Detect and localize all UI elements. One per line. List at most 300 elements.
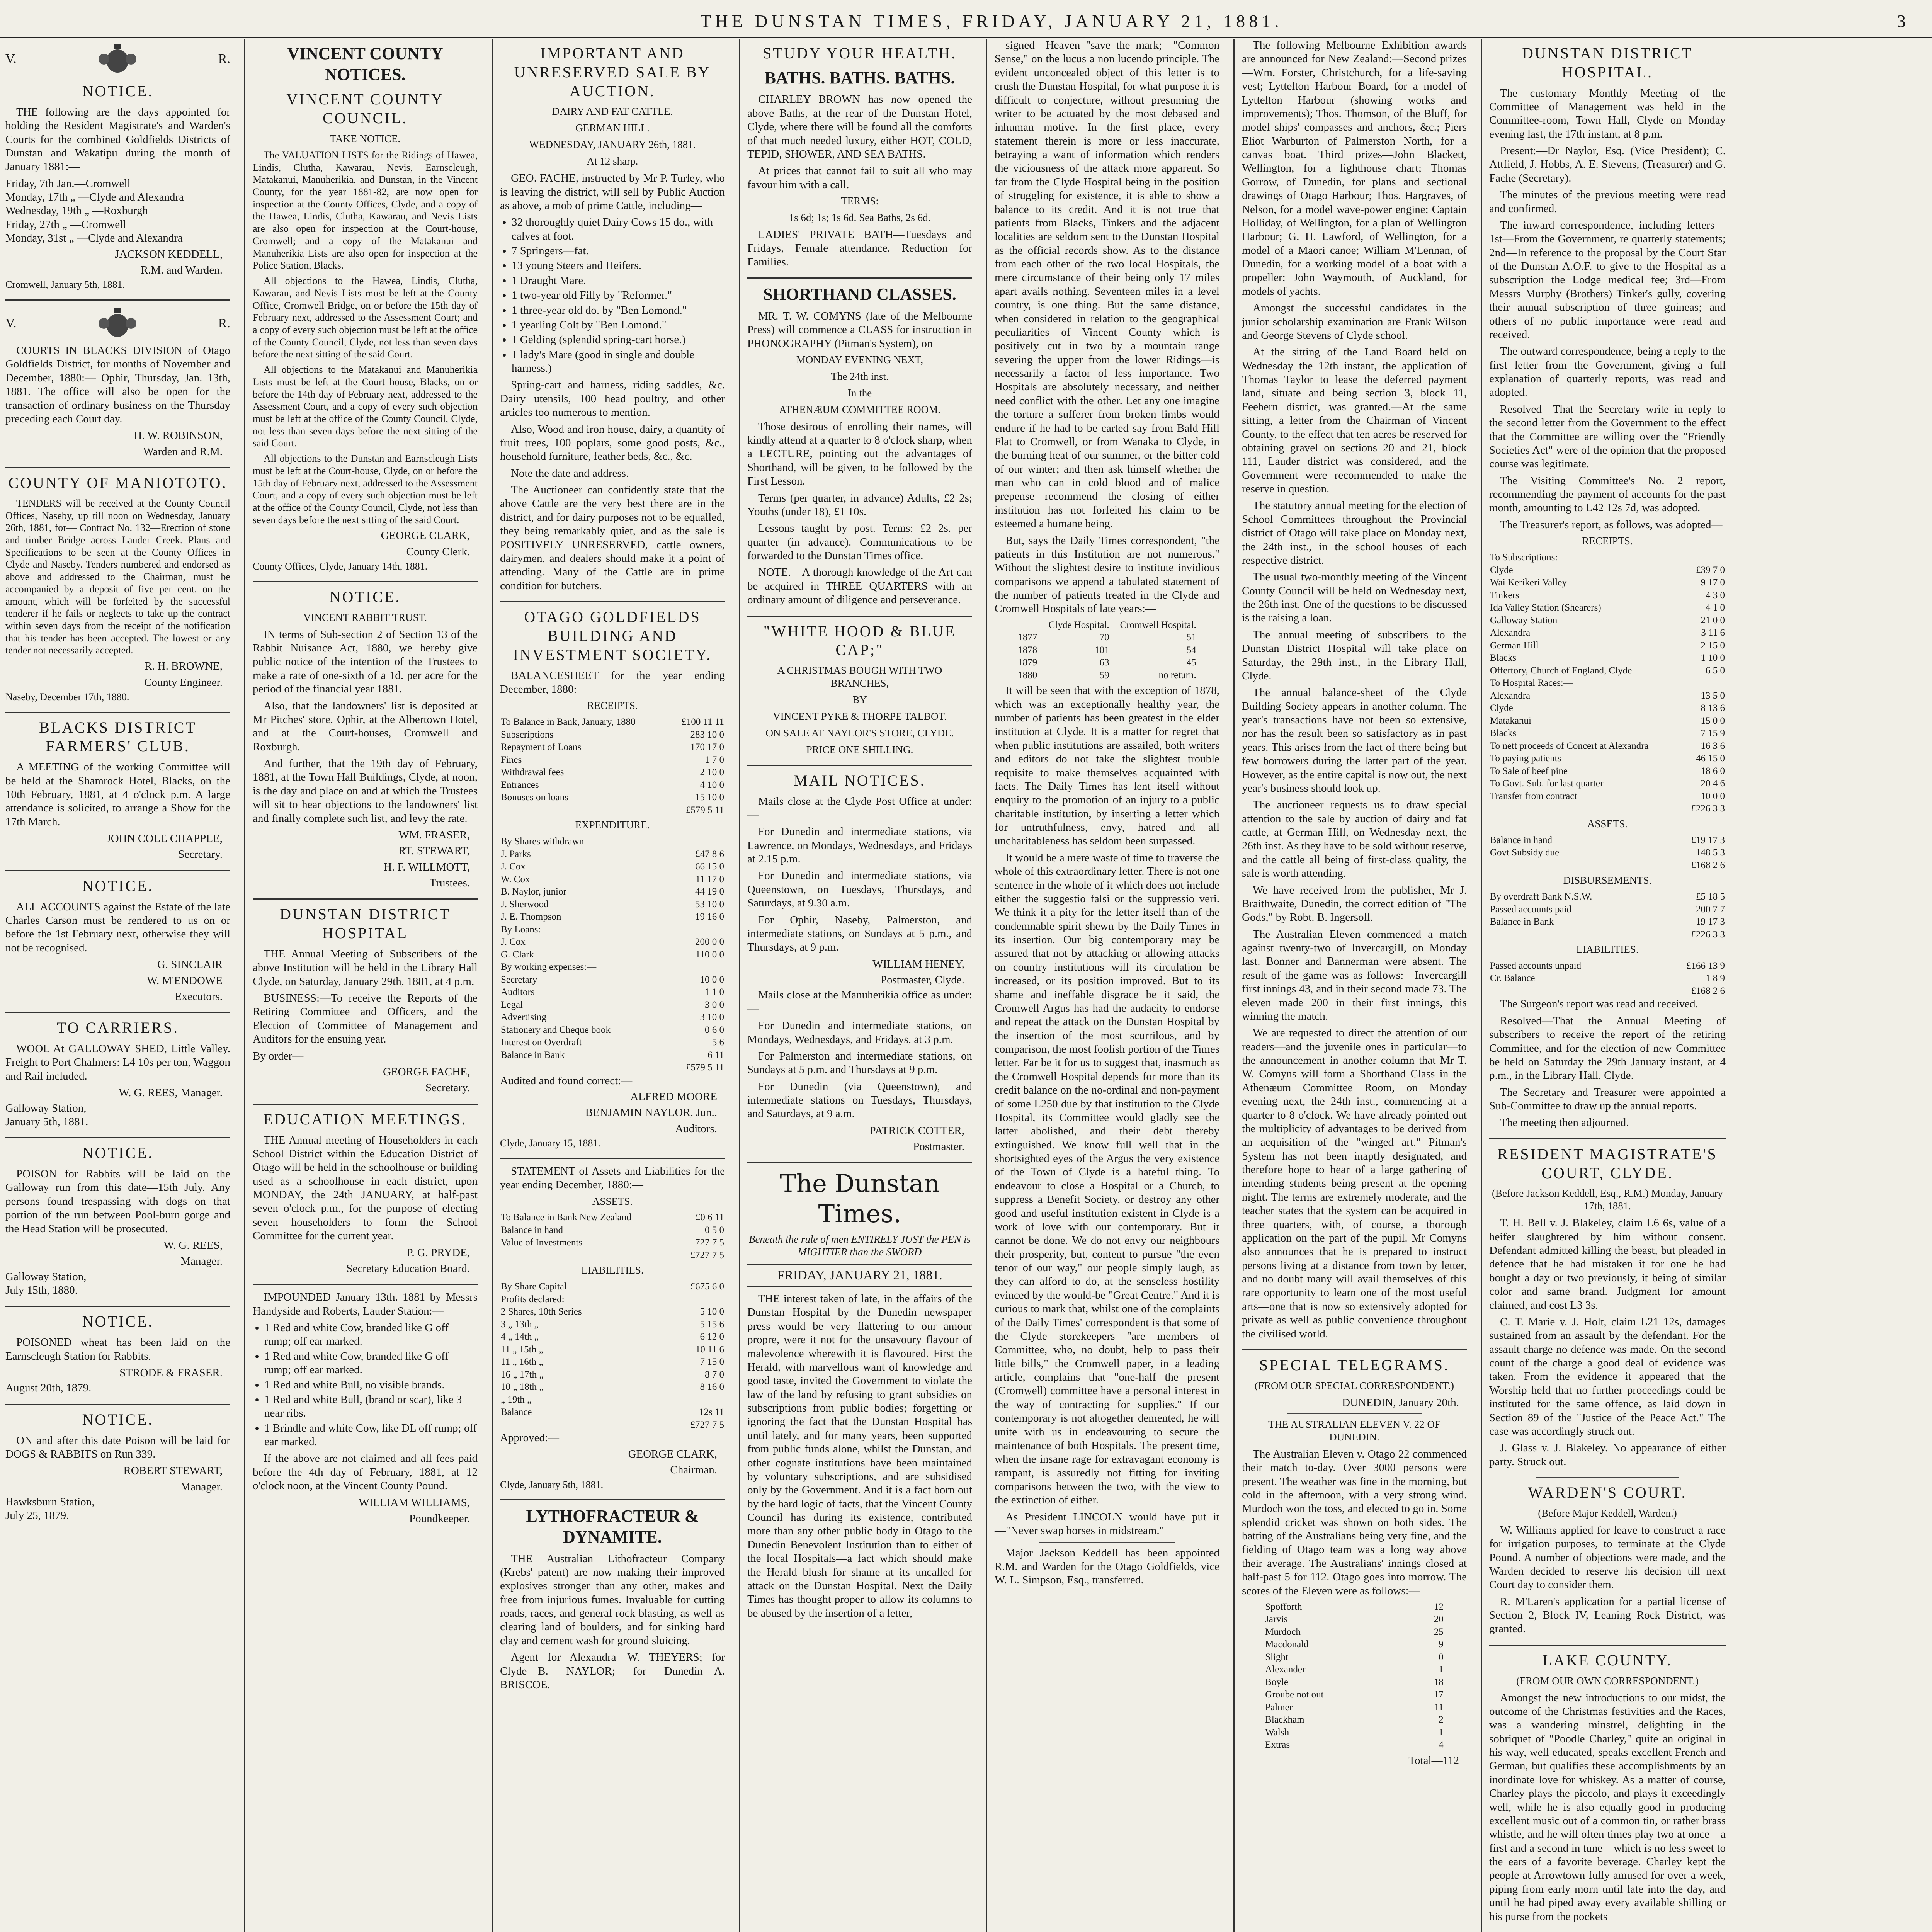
signature-title: Secretary Education Board.	[346, 1262, 470, 1275]
assets-table	[500, 1211, 725, 1262]
telegram-heading: THE AUSTRALIAN ELEVEN V. 22 OF DUNEDIN.	[1268, 1418, 1440, 1443]
signature-title: Warden and R.M.	[143, 445, 223, 458]
table-cell: 6 12 0	[700, 1332, 724, 1342]
signature: W. M'ENDOWE	[147, 974, 223, 987]
table-row	[500, 1331, 725, 1344]
table-row	[1264, 1726, 1444, 1739]
table-header-cell: Clyde Hospital.	[1048, 619, 1109, 630]
table-row	[500, 1406, 725, 1419]
table-cell: Jarvis	[1265, 1614, 1288, 1625]
table-cell: 3 11 6	[1701, 628, 1725, 638]
table-cell: Cr. Balance	[1490, 973, 1535, 984]
section-heading: LAKE COUNTY.	[1542, 1651, 1673, 1669]
table-row	[1489, 602, 1726, 614]
advert-paragraph: CHARLEY BROWN has now opened the above Baths, at the rear of the Dunstan Hotel, Clyde, where there will be found all the comforts of that much needed luxury, either HOT, COLD, TEPID, SHOWER, AND SEA BATHS.	[747, 93, 972, 160]
table-cell: 6 5 0	[1706, 665, 1725, 676]
table-cell: To Govt. Sub. for last quarter	[1490, 778, 1604, 789]
table-row	[1489, 551, 1726, 564]
table-cell: Murdoch	[1265, 1626, 1301, 1637]
notice-paragraph: For Dunedin and intermediate stations, via Queenstown, on Tuesdays, Thursdays, and Saturdays, at 9.30 a.m.	[747, 869, 972, 910]
table-row	[500, 999, 725, 1012]
table-row	[1489, 752, 1726, 765]
table-cell: To paying patients	[1490, 753, 1561, 764]
table-cell: 1878	[1018, 645, 1037, 655]
table-row	[1017, 669, 1197, 682]
notice-heading: VINCENT COUNTY COUNCIL.	[286, 90, 444, 127]
advert-lithofracteur	[500, 1506, 725, 1692]
report-paragraph: The meeting then adjourned.	[1500, 1116, 1629, 1129]
news-paragraph: Amongst the successful candidates in the junior scholarship examination are Frank Wilson and George Stevens of Clyde school.	[1242, 302, 1467, 342]
court-date: Friday, 7th Jan.—Cromwell	[5, 177, 131, 190]
table-row	[1264, 1714, 1444, 1726]
table-cell: Boyle	[1265, 1677, 1288, 1687]
table-header-cell	[1017, 619, 1040, 632]
table-cell: By Share Capital	[501, 1281, 567, 1292]
table-row	[500, 986, 725, 999]
table-row	[500, 961, 725, 974]
notice-hospital-meeting	[253, 905, 478, 1095]
table-row	[500, 766, 725, 779]
notice-date: Cromwell, January 5th, 1881.	[5, 279, 125, 291]
editorial-paragraph: signed—Heaven "save the mark;—"Common Sense," on the lucus a non lucendo principle. The evident unconcealed object of this letter is to crush the Dunstan Hospital, for what purpose it is difficult to conjecture, without presuming the writer to be actuated by the most debased and inhuman motive. In the first place, every statement therein is more or less inaccurate, betraying a want of information which renders the viciousness of the attack more apparent. So far from the Clyde Hospital being in the position of struggling for existence, it is able to show a balance to its credit. And it is not true that patients from Blacks, Tinkers and the adjacent localities are seldom sent to the Dunstan Hospital as the official records show. As to the distance from each other of the two local Hospitals, the mere circumstance of their being only 17 miles apart avails nothing. Seventeen miles in a level country, is one thing. But the same distance, when considered in relation to the geographical peculiarities of Vincent County—which is positively cut in two by a mountain range severing the upper from the lower Ridings—is necessarily a factor of less importance. Two Hospitals are absolutely necessary, and neither need conflict with the other. Let any one imagine the torture a sufferer from broken limbs would endure if he had to be carted say from Bald Hill Flat to Cromwell, or from Wanaka to Clyde, in the burning heat of our summer, or the bitter cold of our winter; and then ask himself whether the man who can in cold blood and of malice prepense recommend the closing of either institution has not forfeited his claim to be esteemed a humane being.	[995, 39, 1219, 530]
advert-paragraph: The Auctioneer can confidently state that the above Cattle are the very best there are in the district, and for dairy purposes not to be equalled, they being remarkably quiet, and as the sale is POSITIVELY UNRESERVED, cattle owners, dairymen, and dealers should make it a point of attending. Many of the Cattle are in prime condition for butchers.	[500, 484, 725, 592]
table-cell: J. Parks	[501, 849, 531, 859]
table-cell: By working expenses:—	[501, 962, 597, 973]
notice-paragraph: THE Annual meeting of Householders in each School District within the Education District of Otago will be held in the schoolhouse or building used as a schoolhouse in each district, upon MONDAY, the 24th JANUARY, at half-past seven o'clock p.m., for the purpose of electing seven householders to form the School Committee for the current year.	[253, 1134, 478, 1242]
notice-paragraph: All objections to the Hawea, Lindis, Clutha, Kawarau, and Nevis Lists must be left at the County Office, Cromwell Bridge, on or before the 15th day of February next, addressed to the Assessment Court; and a copy of every such objection must be left at the office of the County Council, Clyde, not less than seven days before the next sitting of the said Court.	[253, 275, 478, 360]
telegram-dateline: DUNEDIN, January 20th.	[1342, 1396, 1459, 1409]
list-item: • 1 two-year old Filly by "Reformer."	[512, 289, 725, 302]
table-cell: 66 15 0	[695, 861, 724, 872]
column-rule	[739, 39, 740, 1932]
table-cell: 1 8 9	[1706, 973, 1725, 984]
table-row	[500, 804, 725, 817]
list-item: • 1 Red and white Cow, branded like G off rump; off ear marked.	[264, 1321, 478, 1349]
table-cell: 8 16 0	[700, 1382, 724, 1393]
table-cell: J. Sherwood	[501, 899, 549, 910]
table-cell: 12	[1434, 1601, 1444, 1612]
table-cell: Stationery and Cheque book	[501, 1024, 611, 1035]
editorial-paragraph: THE interest taken of late, in the affairs of the Dunstan Hospital by the Dunedin newspaper press would be very flattering to our amour propre, were it not for the unsavoury flavour of malevolence wherewith it is flavoured. First the Herald, with marvellous want of knowledge and good taste, invited the Government to violate the law of the land by refusing to grant subsidies on subscriptions from public bodies; forgetting or ignoring the fact that the Dunstan Hospital has until lately, and for many years, been supported from public funds alone, whilst the Dunstan, and other cognate institutions have been maintained by voluntary subscriptions, and are subsidised only by the Government. And it is a fact born out by the hard logic of facts, that the Vincent County Council has during its existence, contributed more than any other public body in Otago to the Dunedin Benevolent Institution than to either of the local Hospitals—a fact which should make the Herald blush for shame at its uncalled for attack on the Dunstan Hospital. Next the Daily Times has thought proper to allow its columns to be abused by the insertion of a letter,	[747, 1293, 972, 1619]
signature-place: Galloway Station,	[5, 1102, 87, 1114]
table-cell: £727 7 5	[690, 1419, 724, 1430]
table-cell: 4 1 0	[1706, 602, 1725, 613]
table-cell: Offertory, Church of England, Clyde	[1490, 665, 1632, 676]
column-rule	[1481, 39, 1482, 1932]
list-item: • 1 Red and white Cow, branded like G off rump; off ear marked.	[264, 1350, 478, 1377]
table-cell: 20	[1434, 1614, 1444, 1625]
report-paragraph: The outward correspondence, being a reply to the first letter from the Government, giving a full explanation of quarterly reports, was read and adopted.	[1489, 345, 1726, 399]
table-cell: To Hospital Races:—	[1490, 678, 1573, 689]
signature-place: Galloway Station,	[5, 1270, 87, 1283]
advert-paragraph: Terms (per quarter, in advance) Adults, £2 2s; Youths (under 18), £1 10s.	[747, 492, 972, 518]
advert-subheading: PRICE ONE SHILLING.	[806, 743, 913, 755]
notice-paragraph: If the above are not claimed and all fees paid before the 4th day of February, 1881, at 12 o'clock noon, at the Vincent County Pound.	[253, 1452, 478, 1492]
advert-heading: BATHS. BATHS. BATHS.	[764, 68, 955, 87]
table-cell: 2	[1439, 1714, 1444, 1725]
table-row	[1489, 589, 1726, 602]
table-cell: £579 5 11	[685, 1062, 724, 1073]
table-row	[1264, 1613, 1444, 1626]
table-cell: 19 17 3	[1696, 917, 1725, 927]
approved-line: Approved:—	[500, 1432, 560, 1444]
table-row	[1489, 577, 1726, 589]
notice-text: WOOL At GALLOWAY SHED, Little Valley. Freight to Port Chalmers: L4 10s per ton, Waggon and Rail included.	[5, 1043, 230, 1082]
table-row	[1489, 929, 1726, 941]
notice-heading: TO CARRIERS.	[56, 1019, 179, 1037]
table-cell: 4 10 0	[700, 779, 724, 790]
column-rule	[492, 39, 493, 1932]
advert-paragraph: MR. T. W. COMYNS (late of the Melbourne Press) will commence a CLASS for instruction in PHONOGRAPHY (Pitman's System), on	[747, 310, 972, 350]
table-cell	[658, 1394, 725, 1406]
receipts-table	[500, 716, 725, 816]
table-cell: 16 3 6	[1701, 740, 1725, 751]
notice-heading: DUNSTAN DISTRICT HOSPITAL	[280, 905, 451, 942]
columns	[0, 39, 1932, 1932]
signature-title: Chairman.	[670, 1464, 717, 1476]
table-cell: 1880	[1018, 670, 1037, 680]
column-3	[495, 39, 730, 1932]
advert-subheading: WEDNESDAY, JANUARY 26th, 1881.	[529, 139, 696, 151]
table-cell: £166 13 9	[1686, 960, 1725, 971]
advert-subheading: At 12 sharp.	[587, 155, 638, 167]
advert-heading: IMPORTANT AND UNRESERVED SALE BY AUCTION.	[514, 44, 711, 100]
notice-paragraph: Also, that the landowners' list is deposited at Mr Pitches' store, Ophir, at the Albertown Hotel, and at the Court-houses, Cromwell and Roxburgh.	[253, 699, 478, 753]
advert-paragraph: At prices that cannot fail to suit all who may favour him with a call.	[747, 165, 972, 191]
notice-paragraph: By order—	[253, 1049, 304, 1062]
table-cell: £19 17 3	[1691, 835, 1725, 845]
table-cell: To Subscriptions:—	[1490, 552, 1568, 563]
section-subheading: (FROM OUR OWN CORRESPONDENT.)	[1516, 1675, 1699, 1687]
advert-subheading: ATHENÆUM COMMITTEE ROOM.	[779, 403, 940, 415]
list-item: • 1 yearling Colt by "Ben Lomond."	[512, 318, 725, 332]
signature: P. G. PRYDE,	[406, 1246, 470, 1259]
notice-paragraph: All objections to the Matakanui and Manuherikia Lists must be left at the Court house, Blacks, on or before the 14th day of February next, addressed to the Assessment Court, and a copy of every such objection must be left at the office of the County Council, Clyde, not less than seven days before the next sitting of the said Court.	[253, 364, 478, 449]
table-cell: 11 „ 15th „	[501, 1344, 543, 1355]
table-cell: 1 1 0	[705, 987, 724, 998]
prices-heading: TERMS:	[841, 195, 879, 207]
table-cell: 59	[1099, 670, 1109, 680]
table-cell: £579 5 11	[685, 804, 724, 815]
table-cell: 46 15 0	[1696, 753, 1725, 764]
table-cell: Repayment of Loans	[501, 742, 582, 753]
column-rule	[1233, 39, 1235, 1932]
table-row	[1264, 1651, 1444, 1664]
table-row	[1264, 1739, 1444, 1752]
page-number: 3	[1897, 11, 1906, 31]
hospital-disbursements-table	[1489, 891, 1726, 941]
notice-paragraph: And further, that the 19th day of February, 1881, at the Town Hall Buildings, Clyde, at noon, is the day and place on and at which the Trustees will sit to hear objections to the landowners' list and finally complete such list, and levy the rate.	[253, 757, 478, 825]
table-cell	[1489, 803, 1683, 815]
list-item: • 7 Springers—fat.	[512, 244, 725, 258]
table-cell: 0 6 0	[705, 1024, 724, 1035]
mail-notices	[747, 771, 972, 1154]
signature-title: Postmaster.	[913, 1140, 964, 1153]
table-row	[1264, 1638, 1444, 1651]
notice-rabbit-trust	[253, 588, 478, 890]
table-row	[500, 949, 725, 961]
notice-paragraph: All objections to the Dunstan and Earnscleugh Lists must be left at the Court-house, Clyde, on or before the 15th day of February next, addressed to the Assessment Court, and a copy of every such objection must be left at the office of the County Council, Clyde, not less than seven days before the next sitting of the said Court.	[253, 453, 478, 526]
table-cell: £727 7 5	[690, 1250, 724, 1260]
table-row	[500, 1381, 725, 1394]
table-cell: 9	[1439, 1639, 1444, 1650]
table-cell: 2 10 0	[700, 767, 724, 778]
table-cell: To Balance in Bank New Zealand	[501, 1212, 631, 1223]
table-cell: 200 7 7	[1696, 904, 1725, 915]
hospital-assets-table	[1489, 834, 1726, 872]
advert-paragraph: GEO. FACHE, instructed by Mr P. Turley, who is leaving the district, will sell by Public Auction as above, a mob of prime Cattle, including—	[500, 172, 725, 212]
notice-paragraph: For Dunedin and intermediate stations, via Lawrence, on Mondays, Wednesdays, and Fridays at 2.15 p.m.	[747, 825, 972, 866]
advert-paragraph: Those desirous of enrolling their names, will kindly attend at a quarter to 8 o'clock sharp, when a LECTURE, pointing out the advantages of Shorthand, will be given, to be followed by the First Lesson.	[747, 420, 972, 488]
table-row	[1489, 803, 1726, 815]
table-cell: Passed accounts unpaid	[1490, 960, 1582, 971]
table-cell: Balance in hand	[501, 1225, 563, 1235]
signature-title: Postmaster, Clyde.	[880, 974, 964, 986]
report-paragraph: Resolved—That the Annual Meeting of subscribers to receive the report of the retiring Committee, and for the election of new Committee be held on Saturday the 29th January instant, at 4 p.m., in the Library Hall, Clyde.	[1489, 1014, 1726, 1082]
notice-date: August 20th, 1879.	[5, 1382, 92, 1395]
notice-paragraph: Mails close at the Clyde Post Office at under:—	[747, 795, 972, 821]
table-row	[500, 779, 725, 792]
table-cell: 3 0 0	[705, 999, 724, 1010]
table-row	[500, 848, 725, 861]
table-row	[1489, 702, 1726, 715]
notice-paragraph: For Ophir, Naseby, Palmerston, and intermediate stations, on Sundays at 5 p.m., and Thursdays, at 9 p.m.	[747, 913, 972, 954]
signature: H. W. ROBINSON,	[134, 429, 223, 442]
table-cell: J. E. Thompson	[501, 912, 561, 922]
table-cell: 727 7 5	[695, 1237, 724, 1248]
list-item: • 1 Red and white Bull, no visible brands.	[264, 1378, 478, 1392]
list-item: • 13 young Steers and Heifers.	[512, 259, 725, 272]
notice-maniototo	[5, 474, 230, 703]
report-paragraph: The inward correspondence, including letters—1st—From the Government, re quarterly statements; 2nd—In reference to the proposal by the Court Star of the Dunstan A.O.F. to give to the Hospital as a subscription the Lodge medical fee; 3rd—From Messrs Murphy (Brothers) Tinker's gully, covering their annual subscription of three guineas; and others of no public importance were read and received.	[1489, 219, 1726, 341]
list-item: • 1 three-year old do. by "Ben Lomond."	[512, 304, 725, 317]
table-heading: LIABILITIES.	[1576, 944, 1639, 956]
table-row	[1489, 960, 1726, 973]
signature-title: County Engineer.	[144, 676, 223, 689]
signature-title: Auditors.	[675, 1122, 717, 1135]
table-heading: ASSETS.	[1587, 818, 1628, 830]
section-subheading: (Before Major Keddell, Warden.)	[1538, 1507, 1677, 1519]
table-cell: To nett proceeds of Concert at Alexandra	[1490, 740, 1649, 751]
table-cell: Transfer from contract	[1490, 791, 1577, 801]
table-cell: German Hill	[1490, 640, 1539, 651]
table-row	[500, 1306, 725, 1318]
table-cell: 19 16 0	[695, 912, 724, 922]
editorial-paragraph: It would be a mere waste of time to traverse the whole of this extraordinary letter. There is not one sentence in the whole of it which does not include either the suggestio falsi or the suppressio veri. We think it a pity for the letter itself than of the condemnable spirit shewn by the Daily Times in its insertion. Our big contemporary may be assured that not by attacking or allowing attacks on country institutions will its circulation be increased, or its position improved. But to its shame and ineffable disgrace be it said, the Cromwell Argus has had the audacity to endorse and repeat the attack on the Dunstan Hospital by the insertion of the most scurrilous, and by comparison, the most foolish portion of the Times letter. Far be it for us to suggest that, inasmuch as the Cromwell Hospital depends for more than its credit balance on the no-ordinal and non-payment of some L250 due by that institution to the Clyde Hospital, its Committee would gladly see the latter abolished, and their debt thereby extinguished. We know full well that in the shortsighted eyes of the Argus the very existence of the Town of Clyde is a hateful thing. To endeavour to close a Hospital or a Church, to suppress a Benefit Society, or destroy any other good and useful institution existent in Clyde is a work of love with our contemporary. But it cannot be done. We do not envy our neighbours their prosperity, but, content to pursue "the even tenor of our way," our people simply laugh, as they can afford to do, at the senseless hostility evinced by the would-be "Great Centre." And it is curious to mark that, whilst one of the complaints of the Daily Times' correspondent is that some of the Clyde storekeepers "are members of Committee, who, no doubt, help to pass their little bills," the Cromwell paper, in a leading article, complains that "one-half the present (Cromwell) committee have a personal interest in the way of contracting for supplies." If our contemporary is not altogether demented, he will unite with us in endeavouring to secure the maintenance of both Hospitals. The present time, when the insane rage for extravagant economy is rampant, is assuredly not fitting for inviting comparisons between the two, with the view to the extinction of either.	[995, 851, 1219, 1507]
notice-paragraph: For Palmerston and intermediate stations, on Sundays at 5 p.m. and Thursdays at 9 p.m.	[747, 1049, 972, 1076]
signature-title: Executors.	[175, 990, 223, 1003]
impounded-list	[264, 1321, 478, 1449]
masthead-title: THE DUNSTAN TIMES, FRIDAY, JANUARY 21, 1881.	[700, 11, 1283, 31]
table-cell: Clyde	[1490, 565, 1513, 575]
editorial-paragraph: As President LINCOLN would have put it—"Never swap horses in midstream."	[995, 1510, 1219, 1537]
table-cell: 1 7 0	[705, 754, 724, 765]
signature: JACKSON KEDDELL,	[115, 248, 223, 260]
table-cell: „ 19th „	[501, 1394, 532, 1405]
notice-poisoned-wheat	[5, 1312, 230, 1395]
table-cell	[666, 923, 725, 936]
table-heading: LIABILITIES.	[581, 1264, 644, 1276]
column-4	[742, 39, 978, 1932]
table-row	[500, 1036, 725, 1049]
royal-arms-icon	[94, 308, 141, 339]
table-row	[500, 873, 725, 886]
signature: GEORGE CLARK,	[381, 529, 470, 542]
table-cell: 10 0 0	[1701, 791, 1725, 801]
signature-title: Trustees.	[429, 877, 470, 889]
table-row	[500, 1394, 725, 1406]
table-row	[1489, 614, 1726, 627]
table-cell: 6 11	[707, 1049, 724, 1060]
column-rule	[986, 39, 987, 1932]
advert-paragraph: BALANCESHEET for the year ending December, 1880:—	[500, 669, 725, 696]
table-row	[500, 1236, 725, 1249]
signature: H. F. WILLMOTT,	[384, 861, 470, 873]
section-subheading: (FROM OUR SPECIAL CORRESPONDENT.)	[1254, 1379, 1454, 1391]
notice-date: Naseby, December 17th, 1880.	[5, 691, 129, 702]
table-row	[1489, 916, 1726, 929]
signature-place: Hawksburn Station,	[5, 1496, 95, 1509]
table-cell: Entrances	[501, 779, 539, 790]
report-paragraph: Present:—Dr Naylor, Esq. (Vice President); C. Attfield, J. Hobbs, A. E. Stevens, (Treasurer) and G. Fache (Secretary).	[1489, 145, 1726, 184]
table-cell: Subscriptions	[501, 729, 554, 740]
table-row	[1489, 765, 1726, 778]
table-row	[500, 1419, 725, 1432]
notice-heading: NOTICE.	[82, 1313, 154, 1330]
court-date: Monday, 17th „ —Clyde and Alexandra	[5, 191, 184, 204]
signature: ALFRED MOORE	[630, 1090, 717, 1103]
table-cell: Alexander	[1265, 1664, 1306, 1675]
masthead	[0, 0, 1932, 38]
signature-title: R.M. and Warden.	[140, 264, 223, 276]
table-cell: To Sale of beef pine	[1490, 765, 1568, 776]
table-cell: 11 17 0	[695, 874, 724, 884]
column-6	[1236, 39, 1472, 1932]
notice-text: POISONED wheat has been laid on the Earnscleugh Station for Rabbits.	[5, 1336, 230, 1362]
table-cell	[500, 1061, 666, 1074]
section-heading: WARDEN'S COURT.	[1528, 1484, 1687, 1502]
signature: BENJAMIN NAYLOR, Jun.,	[585, 1106, 717, 1119]
table-cell: Wai Kerikeri Valley	[1490, 577, 1567, 588]
advert-paragraph: STATEMENT of Assets and Liabilities for the year ending December, 1880:—	[500, 1165, 725, 1191]
signature: G. SINCLAIR	[157, 958, 223, 971]
report-paragraph: The Treasurer's report, as follows, was adopted—	[1500, 518, 1723, 531]
section-heading: RESIDENT MAGISTRATE'S COURT, CLYDE.	[1497, 1145, 1718, 1182]
advert-paragraph: Agent for Alexandra—W. THEYERS; for Clyde—B. NAYLOR; for Dunedin—A. BRISCOE.	[500, 1651, 725, 1691]
court-paragraph: C. T. Marie v. J. Holt, claim L21 12s, damages sustained from an assault by the defendant. For the assault charge no defence was made. On the second count of the charge a good deal of evidence was taken. From the evidence it appeared that the Worship held that no further proceedings could be instituted for the same offence, as laid down in Section 89 of the "Justice of the Peace Act." The case was accordingly struck out.	[1489, 1315, 1726, 1437]
royal-arms-icon	[94, 44, 141, 75]
table-cell: Blackham	[1265, 1714, 1304, 1725]
table-cell: £226 3 3	[1691, 803, 1725, 814]
table-row	[500, 911, 725, 923]
signature: R. H. BROWNE,	[144, 660, 223, 673]
table-cell	[1489, 859, 1647, 872]
notice-paragraph: For Dunedin and intermediate stations, on Mondays, Wednesdays, and Fridays, at 3 p.m.	[747, 1019, 972, 1046]
table-cell: 18 6 0	[1701, 765, 1725, 776]
news-paragraph: The annual balance-sheet of the Clyde Building Society appears in another column. The year's transactions have not been so extensive, nor has the result been so satisfactory as in past years. This arises from the fact of there being but few borrowers during the latter part of the year. However, as the entire capital is now out, the next year's business should look up.	[1242, 686, 1467, 794]
table-cell: Value of Investments	[501, 1237, 583, 1248]
table-row	[1489, 652, 1726, 665]
table-cell: 9 17 0	[1701, 577, 1725, 588]
table-row	[1264, 1689, 1444, 1701]
notice-date: July 25, 1879.	[5, 1509, 69, 1522]
table-cell: Clyde	[1490, 703, 1513, 714]
table-row	[1017, 656, 1197, 669]
report-paragraph: The Surgeon's report was read and received.	[1500, 998, 1698, 1010]
court-paragraph: R. M'Laren's application for a partial license of Section 2, Block IV, Leaning Rock District, was granted.	[1489, 1595, 1726, 1635]
table-cell: Advertising	[501, 1012, 547, 1023]
notice-text: ON and after this date Poison will be laid for DOGS & RABBITS on Run 339.	[5, 1434, 230, 1460]
table-cell: 148 5 3	[1696, 847, 1725, 858]
advert-subheading: BY	[852, 694, 867, 706]
table-cell: Balance in Bank	[501, 1049, 565, 1060]
advert-subheading: ON SALE AT NAYLOR'S STORE, CLYDE.	[765, 727, 954, 739]
notice-farmers-club	[5, 718, 230, 862]
table-cell: Palmer	[1265, 1702, 1293, 1713]
court-paragraph: T. H. Bell v. J. Blakeley, claim L6 6s, value of a heifer slaughtered by him without consent. Defendant admitted killing the beast, but pleaded in defence that he had mistaken it for one he had bought a day or two previously, it being of similar color and same brand. Judgment for amount claimed, and cost L3 3s.	[1489, 1217, 1726, 1311]
notice-heading: COUNTY OF MANIOTOTO.	[8, 474, 228, 492]
table-row	[1489, 627, 1726, 639]
table-cell: 54	[1186, 645, 1196, 655]
notice-text: ALL ACCOUNTS against the Estate of the late Charles Carson must be rendered to us on or before the 1st February next, otherwise they will not be recognised.	[5, 900, 230, 954]
advert-paragraph: LADIES' PRIVATE BATH—Tuesdays and Fridays, Female attendance. Reduction for Families.	[747, 228, 972, 268]
table-row	[500, 741, 725, 754]
table-cell: 1	[1439, 1664, 1444, 1675]
table-cell: Fines	[501, 754, 522, 765]
table-row	[1264, 1701, 1444, 1714]
report-paragraph: The minutes of the previous meeting were read and confirmed.	[1489, 189, 1726, 215]
table-cell: By Shares withdrawn	[501, 836, 584, 847]
expenditure-table	[500, 835, 725, 1074]
table-row	[1489, 715, 1726, 728]
news-paragraph: The statutory annual meeting for the election of School Committees throughout the Provincial district of Otago will take place on Monday next, the 24th inst., in the school houses of each respective district.	[1242, 499, 1467, 566]
table-cell: Profits declared:	[501, 1294, 565, 1304]
table-cell: 2 15 0	[1701, 640, 1725, 651]
table-cell: 101	[1095, 645, 1109, 655]
table-cell: £100 11 11	[681, 717, 724, 728]
column-1	[0, 39, 236, 1932]
table-cell: By overdraft Bank N.S.W.	[1490, 891, 1592, 902]
table-cell: Alexandra	[1490, 690, 1531, 701]
column-7	[1484, 39, 1731, 1932]
table-cell: Legal	[501, 999, 523, 1010]
table-cell: To Balance in Bank, January, 1880	[501, 717, 636, 728]
notice-heading: NOTICE.	[82, 1410, 154, 1428]
table-cell: Interest on Overdraft	[501, 1037, 582, 1048]
notice-heading: NOTICE.	[82, 82, 154, 100]
notice-paragraph: For Dunedin (via Queenstown), and intermediate stations on Tuesdays, Thursdays, and Saturdays, at 9 a.m.	[747, 1080, 972, 1120]
table-cell: Withdrawal fees	[501, 767, 564, 778]
table-cell: £5 18 5	[1696, 891, 1725, 902]
section-heading: SPECIAL TELEGRAMS.	[1259, 1356, 1450, 1374]
notice-heading: NOTICE.	[82, 877, 154, 895]
table-cell: Macdonald	[1265, 1639, 1309, 1650]
table-cell: 283 10 0	[690, 729, 724, 740]
editorial-paragraph: It will be seen that with the exception of 1878, which was an exceptionally healthy year, the number of patients has been greatest in the elder institution at Clyde. It is a matter for regret that when public institutions are assailed, both writers and editors do not take the slightest trouble requisite to make themselves acquainted with facts. The Daily Times has lent itself without enquiry to the promotion of an injury to a public charitable institution, by inserting a letter which for untruthfulness, envy, hatred and all uncharitableness has seldom been surpassed.	[995, 684, 1219, 847]
advert-paragraph: Also, Wood and iron house, dairy, a quantity of fruit trees, 100 poplars, some good posts, &c., household furniture, feather beds, &c., &c.	[500, 423, 725, 463]
table-cell	[1489, 929, 1665, 941]
table-cell: 17	[1434, 1689, 1444, 1700]
notice-education-meetings	[253, 1110, 478, 1276]
report-paragraph: The customary Monthly Meeting of the Committee of Management was held in the Committee-room, Town Hall, Clyde on Monday evening last, the 17th instant, at 8 p.m.	[1489, 87, 1726, 140]
notice-date: Clyde, January 15, 1881.	[500, 1138, 600, 1149]
notice-heading: MAIL NOTICES.	[794, 771, 926, 789]
advert-auction-sale	[500, 44, 725, 593]
signature-title: Secretary.	[425, 1082, 470, 1094]
advert-subheading: DAIRY AND FAT CATTLE.	[552, 105, 673, 117]
news-paragraph: The annual meeting of subscribers to the Dunstan District Hospital will take place on Saturday, the 29th inst., in the Library Hall, Clyde.	[1242, 628, 1467, 682]
table-row	[1489, 727, 1726, 740]
